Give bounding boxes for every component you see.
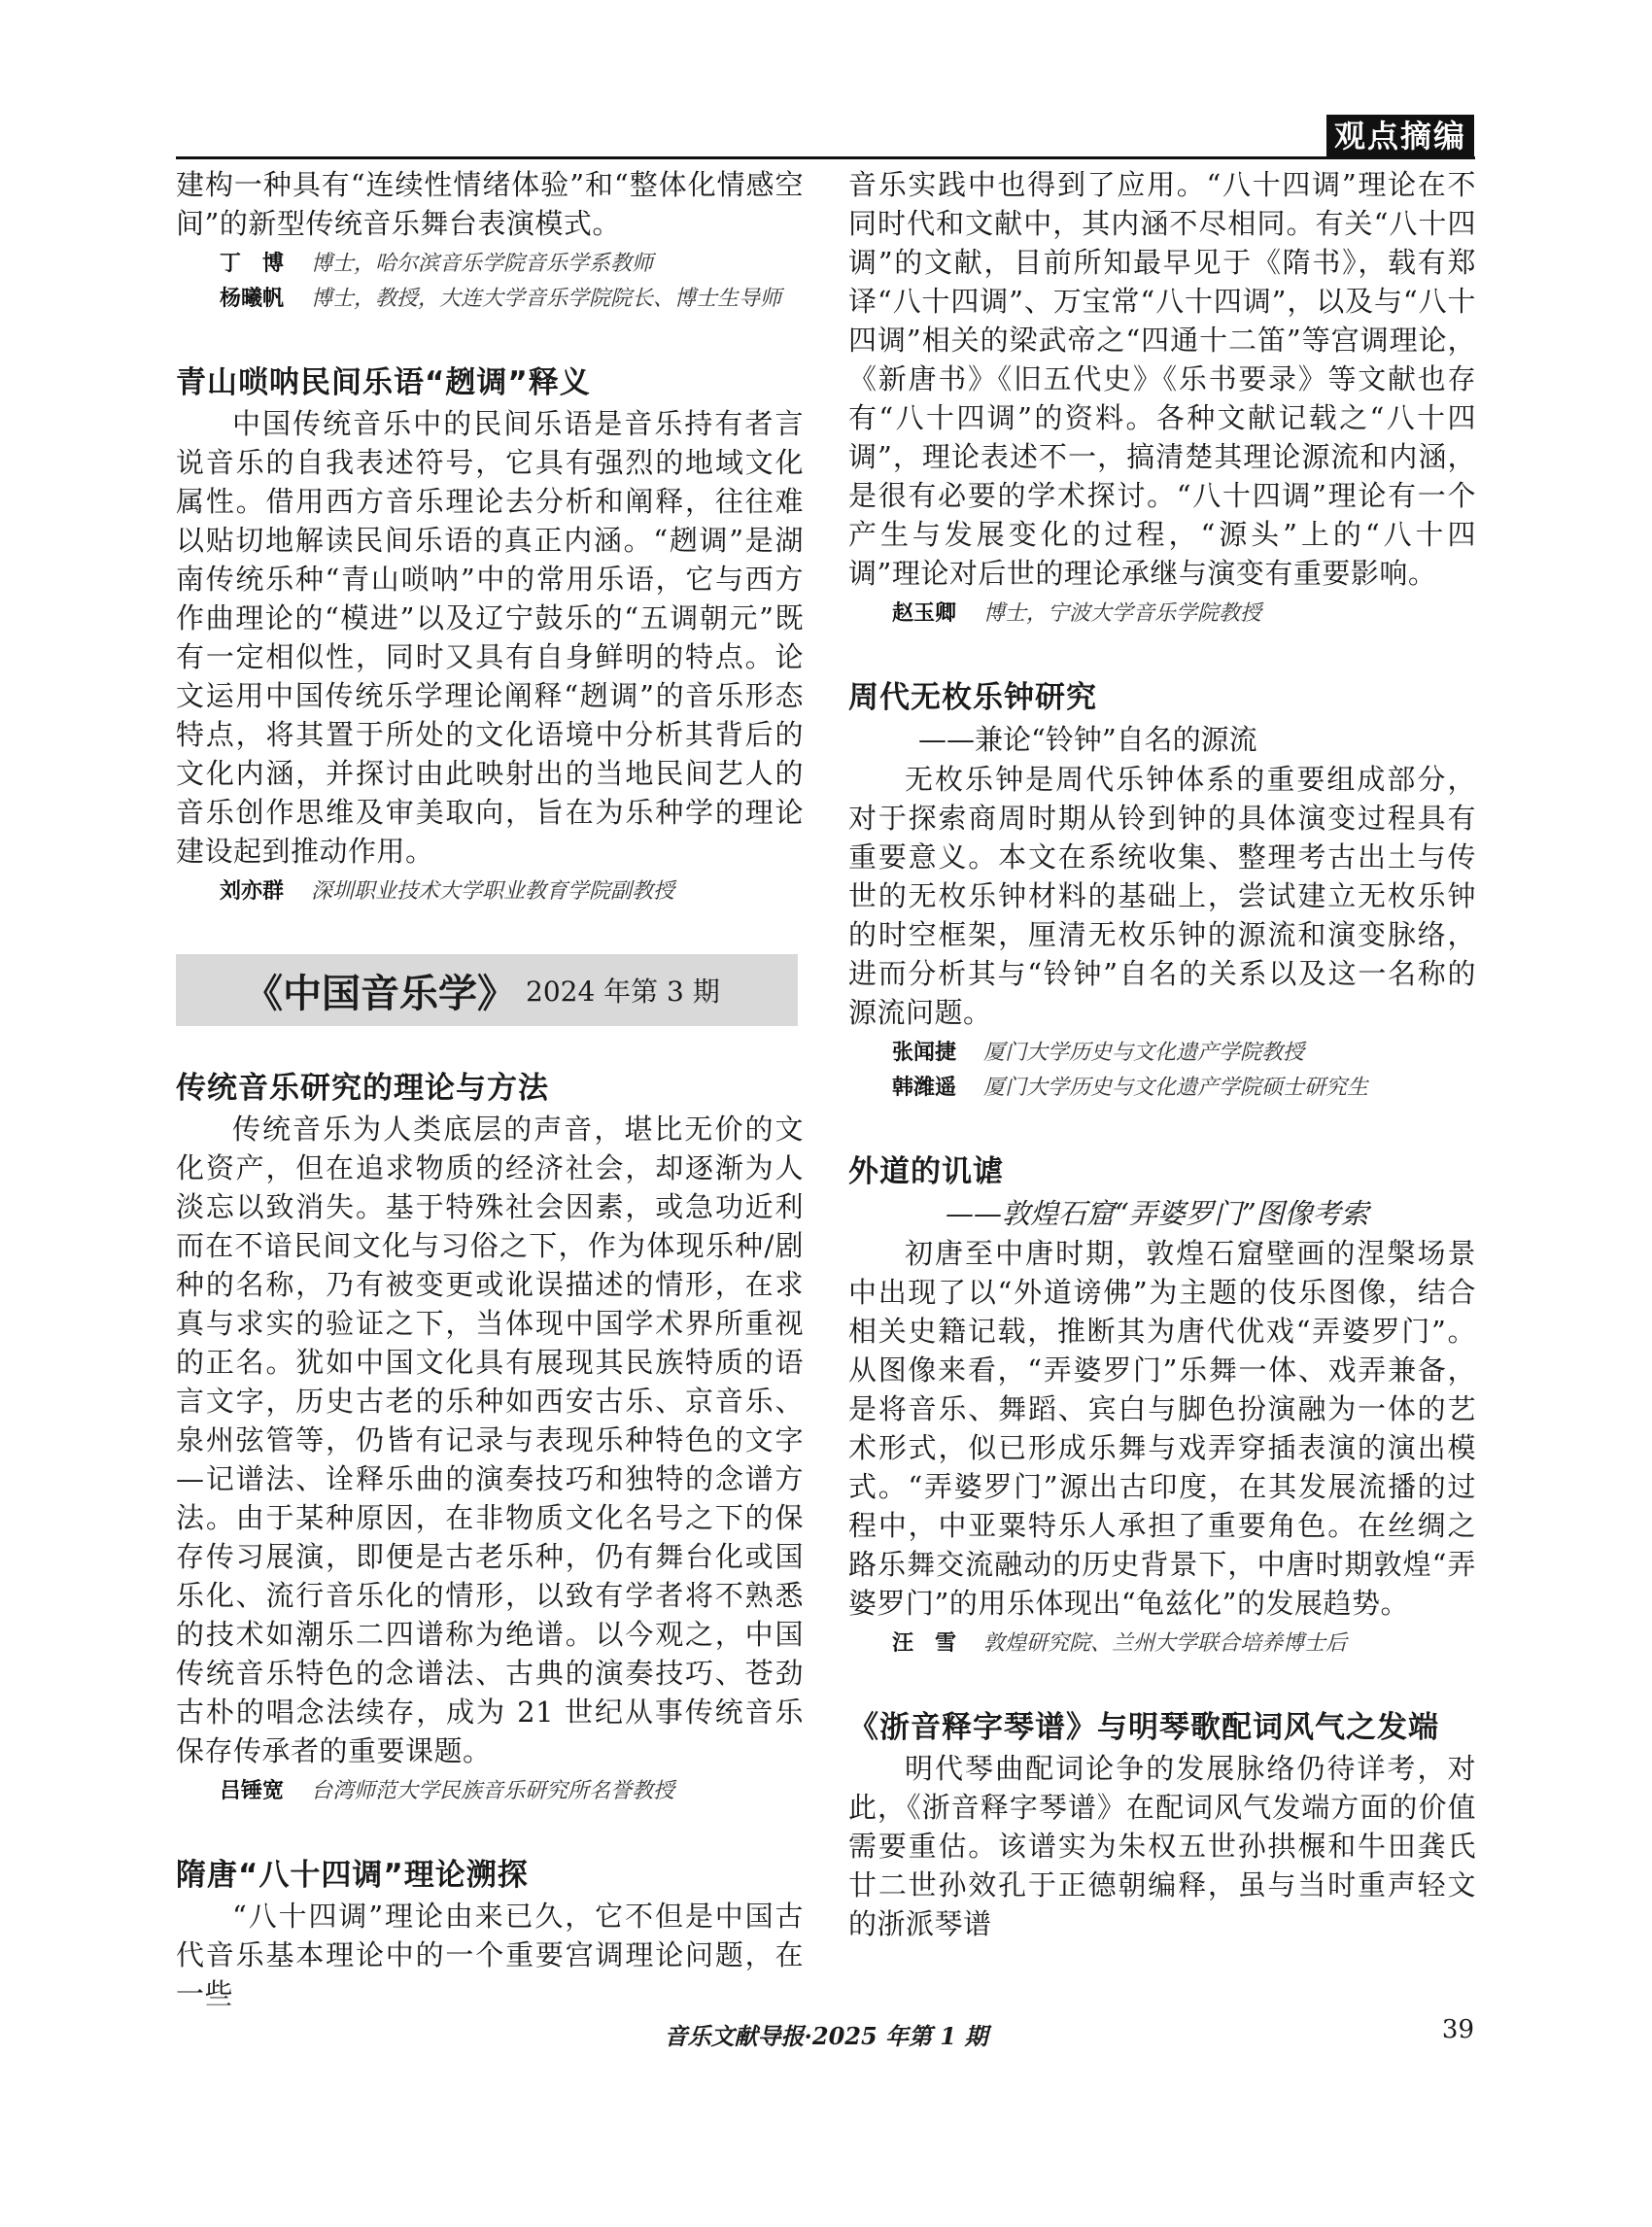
article-subtitle: ——兼论“铃钟”自名的源流	[918, 723, 1257, 756]
paragraph: 中国传统音乐中的民间乐语是音乐持有者言说音乐的自我表述符号，它具有强烈的地域文化属性。借用西方音乐理论去分析和阐释，往往难以贴切地解读民间乐语的真正内涵。“趔调”是湖南传统乐种“青山唢呐”中的常用乐语，它与西方作曲理论的“模进”以及辽宁鼓乐的“五调朝元”既有一定相似性，同时又具有自身鲜明的特点。论文运用中国传统乐学理论阐释“趔调”的音乐形态特点，将其置于所处的文化语境中分析其背后的文化内涵，并探讨由此映射出的当地民间艺人的音乐创作思维及审美取向，旨在为乐种学的理论建设起到推动作用。	[176, 407, 804, 868]
article-zhou-bells	[848, 676, 1476, 1106]
article-title: 传统音乐研究的理论与方法	[176, 1071, 549, 1106]
author-name: 赵玉卿	[892, 601, 957, 626]
journal-name: 《中国音乐学》	[244, 971, 516, 1016]
author-name: 汪 雪	[892, 1631, 957, 1656]
author-affiliation: 博士，宁波大学音乐学院教授	[983, 601, 1262, 626]
article-zheyin-qinpu	[848, 1706, 1476, 1943]
author-affiliation: 敦煌研究院、兰州大学联合培养博士后	[983, 1631, 1348, 1656]
paragraph: 明代琴曲配词论争的发展脉络仍待详考，对此，《浙音释字琴谱》在配词风气发端方面的价值需要重估。该谱实为朱权五世孙拱榐和牛田龚氏廿二世孙效孔于正德朝编释，虽与当时重声轻文的浙派琴谱	[848, 1752, 1476, 1940]
issue-number: 2024 年第 3 期	[526, 976, 720, 1008]
author-list	[848, 1036, 1476, 1106]
author-line	[176, 1774, 804, 1809]
right-column	[848, 165, 1476, 1988]
author-list	[176, 1774, 804, 1809]
article-qingshan-suona	[176, 361, 804, 909]
author-line	[176, 247, 804, 282]
article-title: 青山唢呐民间乐语“趔调”释义	[176, 365, 591, 400]
left-column	[176, 165, 804, 2058]
author-name: 韩潍遥	[892, 1076, 957, 1100]
paragraph: 传统音乐为人类底层的声音，堪比无价的文化资产，但在追求物质的经济社会，却逐渐为人淡忘以致消失。基于特殊社会因素，或急功近利而在不谙民间文化与习俗之下，作为体现乐种/剧种的名称，乃有被变更或讹误描述的情形，在求真与求实的验证之下，当体现中国学术界所重视的正名。犹如中国文化具有展现其民族特质的语言文字，历史古老的乐种如西安古乐、京音乐、泉州弦管等，仍皆有记录与表现乐种特色的文字—记谱法、诠释乐曲的演奏技巧和独特的念谱方法。由于某种原因，在非物质文化名号之下的保存传习展演，即便是古老乐种，仍有舞台化或国乐化、流行音乐化的情形，以致有学者将不熟悉的技术如潮乐二四谱称为绝谱。以今观之，中国传统音乐特色的念谱法、古典的演奏技巧、苍劲古朴的唱念法续存，成为 21 世纪从事传统音乐保存传承者的重要课题。	[176, 1113, 804, 1767]
section-tag: 观点摘编	[1326, 115, 1474, 157]
paragraph: 初唐至中唐时期，敦煌石窟壁画的涅槃场景中出现了以“外道谤佛”为主题的伎乐图像，结合相关史籍记载，推断其为唐代优戏“弄婆罗门”。从图像来看，“弄婆罗门”乐舞一体、戏弄兼备，是将音乐、舞蹈、宾白与脚色扮演融为一体的艺术形式，似已形成乐舞与戏弄穿插表演的演出模式。“弄婆罗门”源出古印度，在其发展流播的过程中，中亚粟特乐人承担了重要角色。在丝绸之路乐舞交流融动的历史背景下，中唐时期敦煌“弄婆罗门”的用乐体现出“龟兹化”的发展趋势。	[848, 1237, 1476, 1620]
article-dunhuang-brahmin	[848, 1150, 1476, 1662]
author-name: 丁 博	[220, 252, 285, 276]
author-line	[176, 282, 804, 317]
paragraph: “八十四调”理论由来已久，它不但是中国古代音乐基本理论中的一个重要宫调理论问题，在一些	[176, 1900, 804, 2010]
author-name: 杨曦帆	[220, 287, 285, 311]
article-subtitle: ——敦煌石窟“弄婆罗门”图像考索	[946, 1197, 1369, 1230]
footer-journal: 音乐文献导报·2025 年第 1 期	[664, 2022, 988, 2050]
author-affiliation: 深圳职业技术大学职业教育学院副教授	[311, 879, 675, 904]
article-title: 《浙音释字琴谱》与明琴歌配词风气之发端	[848, 1710, 1439, 1745]
author-list	[848, 597, 1476, 632]
author-name: 张闻捷	[892, 1041, 957, 1065]
author-name: 吕锤宽	[220, 1779, 285, 1803]
header-rule	[176, 156, 1475, 159]
author-list	[176, 247, 804, 317]
paragraph: 音乐实践中也得到了应用。“八十四调”理论在不同时代和文献中，其内涵不尽相同。有关“八十四调”的文献，目前所知最早见于《隋书》，载有郑译“八十四调”、万宝常“八十四调”，以及与“八十四调”相关的梁武帝之“四通十二笛”等宫调理论，《新唐书》《旧五代史》《乐书要录》等文献也存有“八十四调”的资料。各种文献记载之“八十四调”，理论表述不一，搞清楚其理论源流和内涵，是很有必要的学术探讨。“八十四调”理论有一个产生与发展变化的过程，“源头”上的“八十四调”理论对后世的理论承继与演变有重要影响。	[848, 168, 1476, 590]
author-line	[848, 1036, 1476, 1071]
issue-banner	[176, 954, 798, 1026]
article-title: 周代无枚乐钟研究	[848, 680, 1097, 715]
article-title: 外道的讥谑	[848, 1154, 1004, 1189]
paragraph: 建构一种具有“连续性情绪体验”和“整体化情感空间”的新型传统音乐舞台表演模式。	[176, 168, 804, 240]
author-affiliation: 厦门大学历史与文化遗产学院教授	[983, 1041, 1305, 1065]
paragraph: 无枚乐钟是周代乐钟体系的重要组成部分，对于探索商周时期从铃到钟的具体演变过程具有重要意义。本文在系统收集、整理考古出土与传世的无枚乐钟材料的基础上，尝试建立无枚乐钟的时空框架，厘清无枚乐钟的源流和演变脉络，进而分析其与“铃钟”自名的关系以及这一名称的源流问题。	[848, 763, 1476, 1029]
article-84-modes-continued	[848, 165, 1476, 632]
intro-continuation	[176, 165, 804, 317]
article-title: 隋唐“八十四调”理论溯探	[176, 1858, 529, 1893]
author-name: 刘亦群	[220, 879, 285, 904]
page-number: 39	[1441, 2015, 1474, 2044]
author-affiliation: 台湾师范大学民族音乐研究所名誉教授	[311, 1779, 675, 1803]
author-line	[176, 874, 804, 909]
author-list	[848, 1627, 1476, 1662]
author-line	[848, 597, 1476, 632]
author-line	[848, 1627, 1476, 1662]
author-line	[848, 1071, 1476, 1106]
author-affiliation: 厦门大学历史与文化遗产学院硕士研究生	[983, 1076, 1369, 1100]
article-traditional-music-methods	[176, 1067, 804, 1809]
author-list	[176, 874, 804, 909]
author-affiliation: 博士，哈尔滨音乐学院音乐学系教师	[311, 252, 654, 276]
article-84-modes	[176, 1854, 804, 2013]
author-affiliation: 博士，教授，大连大学音乐学院院长、博士生导师	[311, 287, 782, 311]
